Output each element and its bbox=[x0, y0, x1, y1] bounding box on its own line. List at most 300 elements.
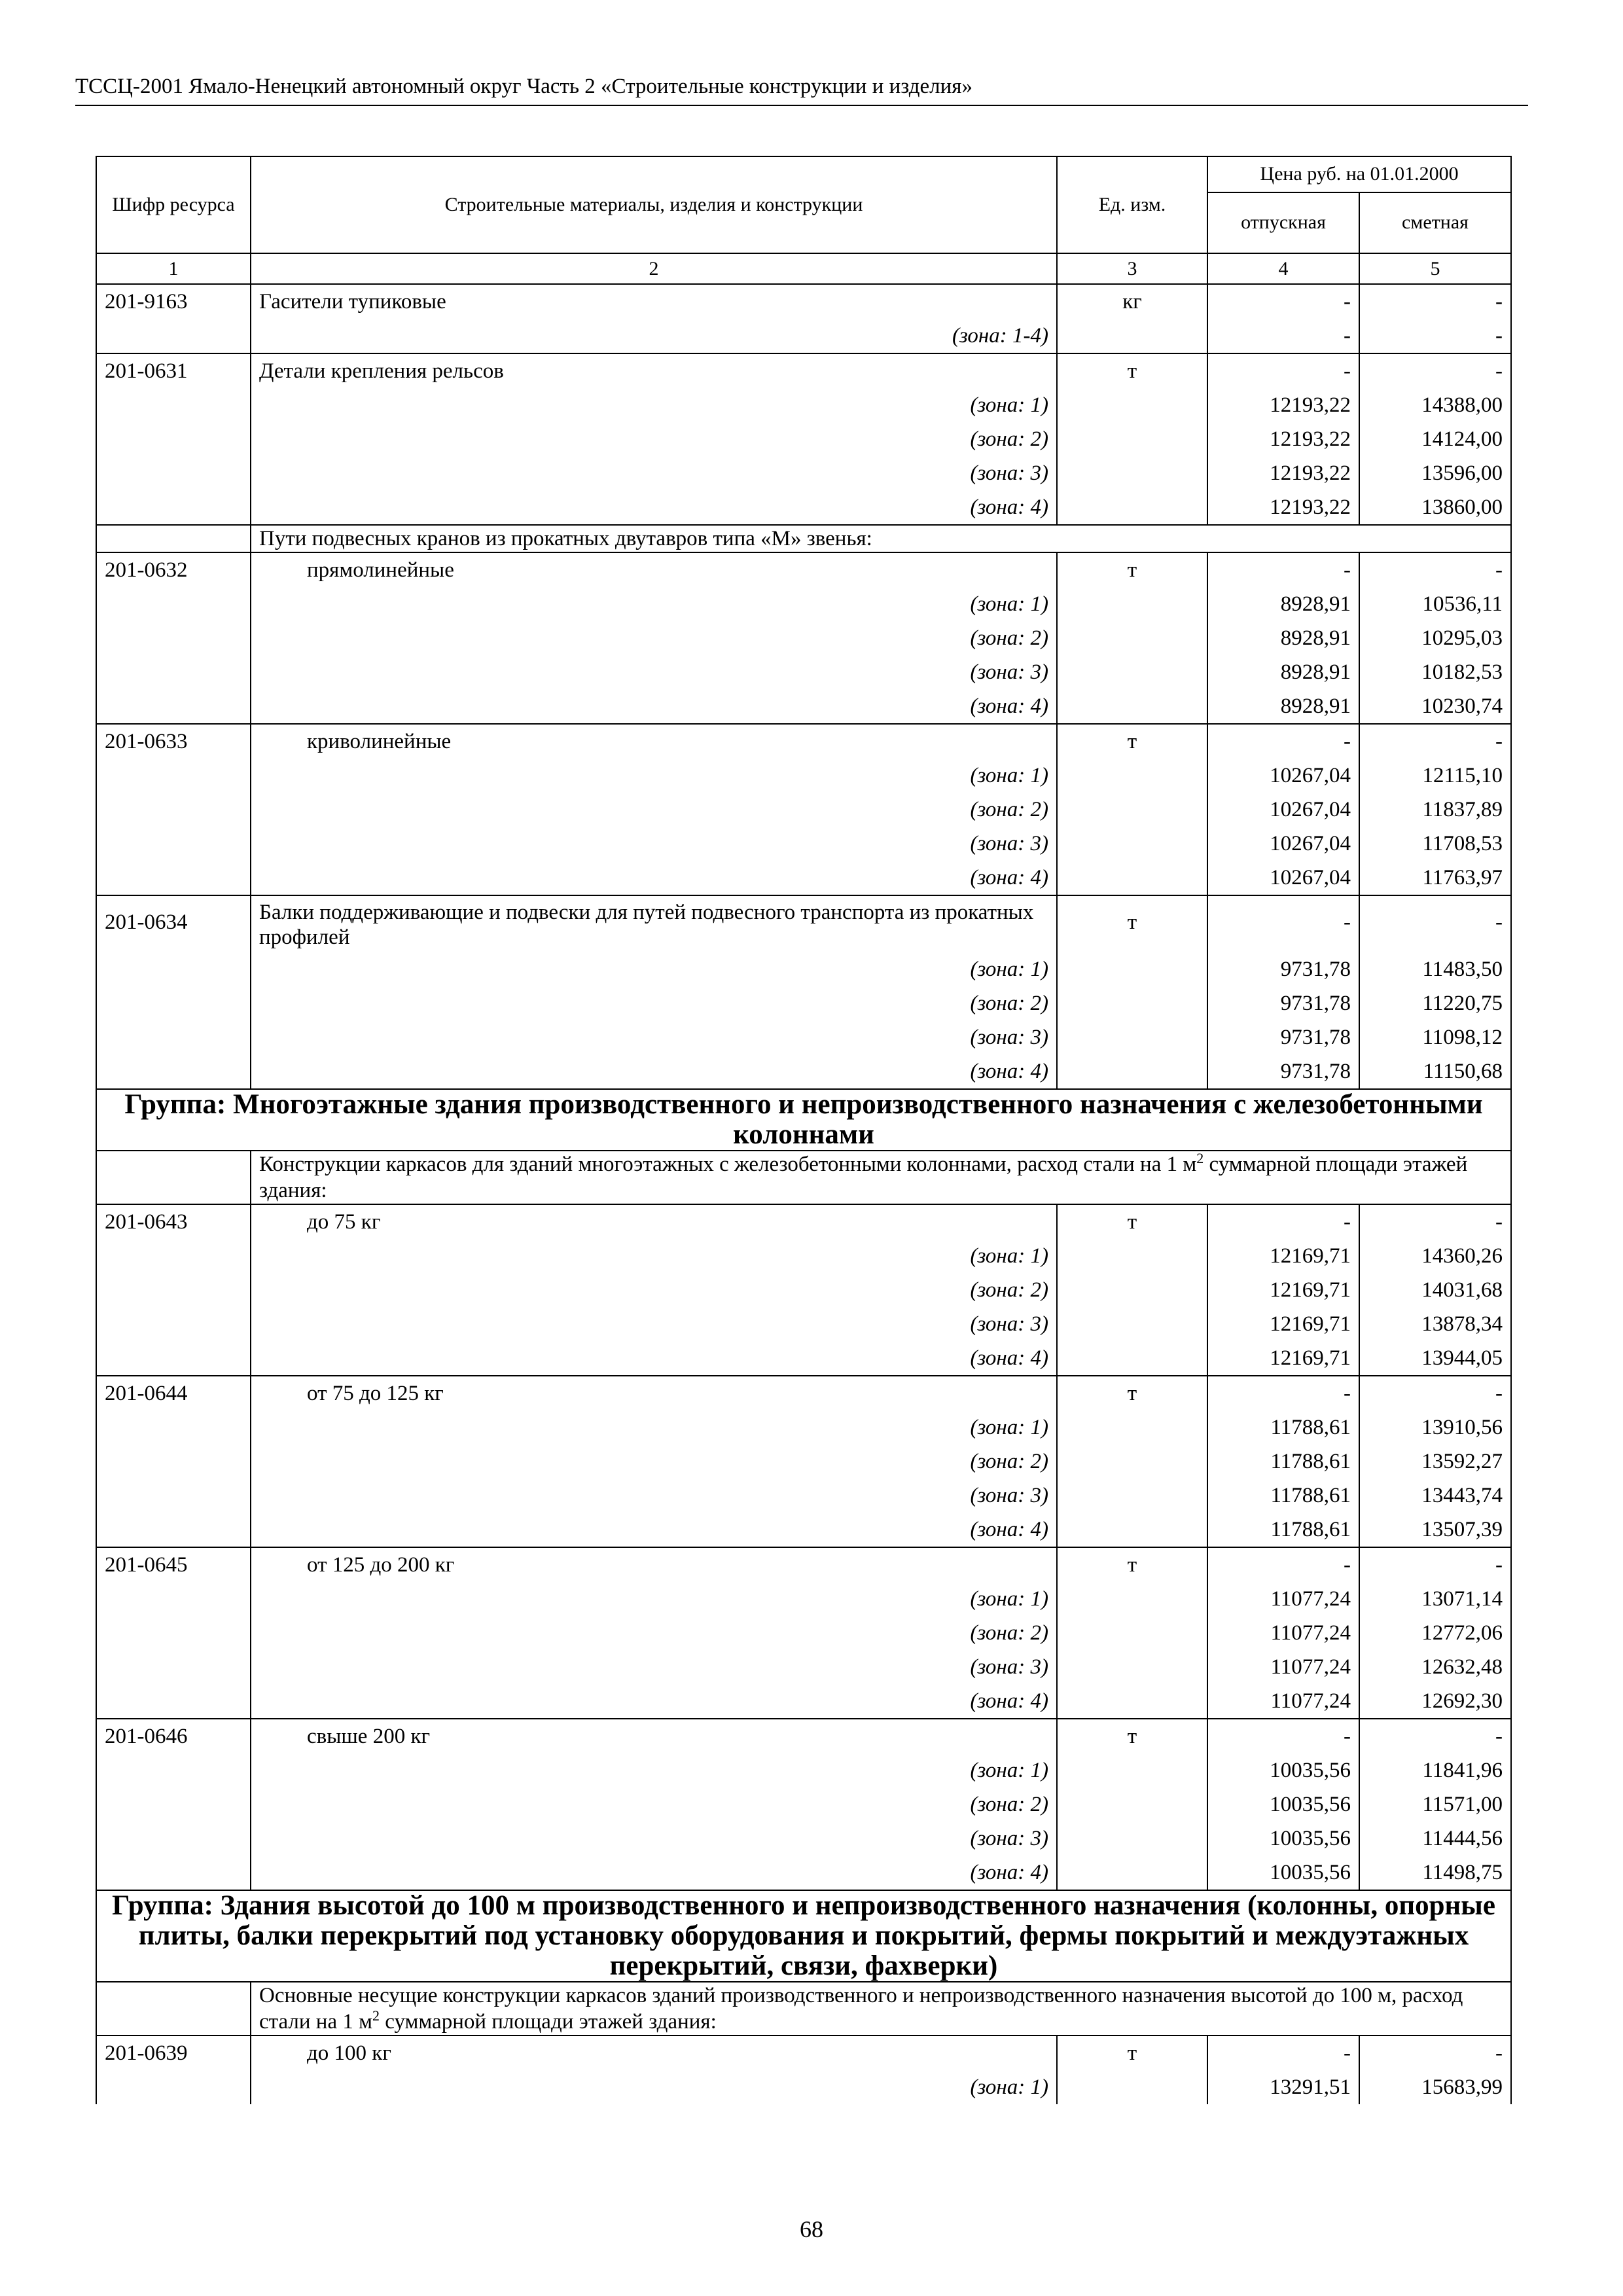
zone-estimate-price: 10536,11 bbox=[1359, 587, 1511, 621]
zone-label: (зона: 3) bbox=[251, 1479, 1057, 1513]
zone-code-cell bbox=[96, 621, 251, 655]
zone-estimate-price: 14124,00 bbox=[1359, 422, 1511, 456]
zone-label: (зона: 1-4) bbox=[251, 319, 1057, 353]
zone-row bbox=[96, 1616, 1511, 1650]
zone-release-price: 12193,22 bbox=[1207, 388, 1359, 422]
zone-code-cell bbox=[96, 1410, 251, 1444]
zone-estimate-price: 13507,39 bbox=[1359, 1513, 1511, 1547]
zone-estimate-price: 12632,48 bbox=[1359, 1650, 1511, 1684]
col-header-name: Строительные материалы, изделия и конструкции bbox=[251, 156, 1057, 253]
table-row bbox=[96, 353, 1511, 388]
zone-release-price: 8928,91 bbox=[1207, 587, 1359, 621]
zone-unit-cell bbox=[1057, 490, 1207, 525]
zone-label: (зона: 2) bbox=[251, 1616, 1057, 1650]
zone-release-price: 11077,24 bbox=[1207, 1684, 1359, 1719]
zone-estimate-price: 11498,75 bbox=[1359, 1856, 1511, 1890]
zone-release-price: 12169,71 bbox=[1207, 1341, 1359, 1376]
zone-estimate-price: 13860,00 bbox=[1359, 490, 1511, 525]
resource-code: 201-0639 bbox=[96, 2036, 251, 2070]
zone-code-cell bbox=[96, 1341, 251, 1376]
zone-estimate-price: 11763,97 bbox=[1359, 861, 1511, 895]
zone-estimate-price: 13910,56 bbox=[1359, 1410, 1511, 1444]
zone-release-price: 10267,04 bbox=[1207, 861, 1359, 895]
zone-row bbox=[96, 1273, 1511, 1307]
zone-unit-cell bbox=[1057, 759, 1207, 793]
zone-unit-cell bbox=[1057, 689, 1207, 724]
unit-cell: т bbox=[1057, 1547, 1207, 1582]
zone-row bbox=[96, 793, 1511, 827]
zone-label: (зона: 3) bbox=[251, 1307, 1057, 1341]
zone-release-price: 12169,71 bbox=[1207, 1239, 1359, 1273]
zone-release-price: 11788,61 bbox=[1207, 1479, 1359, 1513]
zone-row bbox=[96, 861, 1511, 895]
zone-code-cell bbox=[96, 490, 251, 525]
zone-row bbox=[96, 689, 1511, 724]
release-price: - bbox=[1207, 2036, 1359, 2070]
release-price: - bbox=[1207, 1376, 1359, 1410]
resource-code: 201-0633 bbox=[96, 724, 251, 759]
zone-row bbox=[96, 587, 1511, 621]
zone-release-price: 10035,56 bbox=[1207, 1787, 1359, 1821]
zone-label: (зона: 1) bbox=[251, 1410, 1057, 1444]
zone-label: (зона: 3) bbox=[251, 1020, 1057, 1054]
zone-label: (зона: 4) bbox=[251, 689, 1057, 724]
resource-name: до 100 кг bbox=[251, 2036, 1057, 2070]
zone-code-cell bbox=[96, 1054, 251, 1089]
subheading-row bbox=[96, 1982, 1511, 2036]
zone-release-price: 9731,78 bbox=[1207, 1054, 1359, 1089]
zone-estimate-price: 13071,14 bbox=[1359, 1582, 1511, 1616]
zone-row bbox=[96, 456, 1511, 490]
zone-label: (зона: 2) bbox=[251, 621, 1057, 655]
table-row bbox=[96, 284, 1511, 319]
zone-row bbox=[96, 655, 1511, 689]
superscript: 2 bbox=[1196, 1151, 1204, 1166]
zone-estimate-price: 13944,05 bbox=[1359, 1341, 1511, 1376]
subheading-main: Конструкции каркасов для зданий многоэтажных с железобетонными колоннами, расход стали на 1 м bbox=[259, 1153, 1197, 1176]
zone-label: (зона: 2) bbox=[251, 986, 1057, 1020]
zone-row bbox=[96, 1479, 1511, 1513]
zone-unit-cell bbox=[1057, 793, 1207, 827]
estimate-price: - bbox=[1359, 1719, 1511, 1753]
unit-cell: т bbox=[1057, 2036, 1207, 2070]
subheading-row bbox=[96, 525, 1511, 552]
zone-row bbox=[96, 1856, 1511, 1890]
zone-row bbox=[96, 1513, 1511, 1547]
table-row bbox=[96, 552, 1511, 587]
subheading-text bbox=[251, 1151, 1511, 1204]
zone-code-cell bbox=[96, 1753, 251, 1787]
zone-row bbox=[96, 1684, 1511, 1719]
estimate-price: - bbox=[1359, 1376, 1511, 1410]
zone-row bbox=[96, 827, 1511, 861]
zone-row bbox=[96, 621, 1511, 655]
zone-estimate-price: 10182,53 bbox=[1359, 655, 1511, 689]
estimate-price: - bbox=[1359, 552, 1511, 587]
zone-estimate-price: 15683,99 bbox=[1359, 2070, 1511, 2104]
zone-row bbox=[96, 1444, 1511, 1479]
zone-release-price: 8928,91 bbox=[1207, 621, 1359, 655]
zone-estimate-price: 14031,68 bbox=[1359, 1273, 1511, 1307]
zone-code-cell bbox=[96, 1787, 251, 1821]
zone-estimate-price: 14360,26 bbox=[1359, 1239, 1511, 1273]
resource-name: Балки поддерживающие и подвески для путей подвесного транспорта из прокатных профилей bbox=[251, 895, 1057, 952]
table-row bbox=[96, 1547, 1511, 1582]
zone-unit-cell bbox=[1057, 1821, 1207, 1856]
zone-release-price: 12169,71 bbox=[1207, 1273, 1359, 1307]
resource-code: 201-0631 bbox=[96, 353, 251, 388]
zone-release-price: 11788,61 bbox=[1207, 1513, 1359, 1547]
zone-unit-cell bbox=[1057, 456, 1207, 490]
zone-unit-cell bbox=[1057, 1684, 1207, 1719]
zone-unit-cell bbox=[1057, 1513, 1207, 1547]
resource-code: 201-0645 bbox=[96, 1547, 251, 1582]
zone-estimate-price: 13592,27 bbox=[1359, 1444, 1511, 1479]
col-header-estimate: сметная bbox=[1359, 192, 1511, 253]
zone-code-cell bbox=[96, 1821, 251, 1856]
zone-release-price: 11788,61 bbox=[1207, 1410, 1359, 1444]
resource-name: Детали крепления рельсов bbox=[251, 353, 1057, 388]
zone-unit-cell bbox=[1057, 1239, 1207, 1273]
zone-code-cell bbox=[96, 319, 251, 353]
superscript: 2 bbox=[372, 2007, 380, 2024]
unit-cell: кг bbox=[1057, 284, 1207, 319]
zone-row bbox=[96, 319, 1511, 353]
zone-label: (зона: 2) bbox=[251, 1273, 1057, 1307]
zone-code-cell bbox=[96, 422, 251, 456]
release-price: - bbox=[1207, 353, 1359, 388]
zone-release-price: 10035,56 bbox=[1207, 1753, 1359, 1787]
zone-unit-cell bbox=[1057, 319, 1207, 353]
table-row bbox=[96, 895, 1511, 952]
zone-row bbox=[96, 1020, 1511, 1054]
zone-release-price: 12193,22 bbox=[1207, 422, 1359, 456]
zone-row bbox=[96, 952, 1511, 986]
table-row bbox=[96, 1376, 1511, 1410]
zone-code-cell bbox=[96, 1307, 251, 1341]
col-num-2: 2 bbox=[251, 253, 1057, 284]
zone-label: (зона: 4) bbox=[251, 861, 1057, 895]
col-header-code: Шифр ресурса bbox=[96, 156, 251, 253]
zone-unit-cell bbox=[1057, 388, 1207, 422]
zone-release-price: 11077,24 bbox=[1207, 1582, 1359, 1616]
zone-estimate-price: 10295,03 bbox=[1359, 621, 1511, 655]
zone-estimate-price: 13596,00 bbox=[1359, 456, 1511, 490]
subheading-row bbox=[96, 1151, 1511, 1204]
zone-unit-cell bbox=[1057, 1787, 1207, 1821]
resource-name: от 75 до 125 кг bbox=[251, 1376, 1057, 1410]
zone-label: (зона: 3) bbox=[251, 456, 1057, 490]
release-price: - bbox=[1207, 1204, 1359, 1239]
unit-cell: т bbox=[1057, 1719, 1207, 1753]
zone-estimate-price: 11837,89 bbox=[1359, 793, 1511, 827]
subheading-code-cell bbox=[96, 1151, 251, 1204]
zone-label: (зона: 1) bbox=[251, 2070, 1057, 2104]
zone-code-cell bbox=[96, 388, 251, 422]
zone-release-price: 11788,61 bbox=[1207, 1444, 1359, 1479]
subheading-code-cell bbox=[96, 525, 251, 552]
zone-row bbox=[96, 1239, 1511, 1273]
zone-label: (зона: 3) bbox=[251, 655, 1057, 689]
subheading-text bbox=[251, 525, 1511, 552]
zone-row bbox=[96, 388, 1511, 422]
zone-label: (зона: 1) bbox=[251, 952, 1057, 986]
zone-label: (зона: 3) bbox=[251, 1650, 1057, 1684]
zone-code-cell bbox=[96, 952, 251, 986]
zone-label: (зона: 1) bbox=[251, 1239, 1057, 1273]
zone-code-cell bbox=[96, 1650, 251, 1684]
zone-release-price: 12193,22 bbox=[1207, 490, 1359, 525]
column-number-row bbox=[96, 253, 1511, 284]
zone-unit-cell bbox=[1057, 861, 1207, 895]
subheading-main: Основные несущие конструкции каркасов зданий производственного и непроизводственного назначения высотой до 100 м, расход стали на 1 м bbox=[259, 1984, 1463, 2034]
table-row bbox=[96, 2036, 1511, 2070]
col-header-release: отпускная bbox=[1207, 192, 1359, 253]
zone-code-cell bbox=[96, 456, 251, 490]
zone-label: (зона: 3) bbox=[251, 1821, 1057, 1856]
zone-unit-cell bbox=[1057, 1444, 1207, 1479]
subheading-tail: суммарной площади этажей здания: bbox=[259, 1153, 1468, 1202]
group-heading: Группа: Многоэтажные здания производственного и непроизводственного назначения с железобетонными колоннами bbox=[96, 1089, 1511, 1151]
zone-label: (зона: 4) bbox=[251, 1341, 1057, 1376]
zone-row bbox=[96, 1582, 1511, 1616]
estimate-price: - bbox=[1359, 284, 1511, 319]
zone-row bbox=[96, 1054, 1511, 1089]
subheading-tail: суммарной площади этажей здания: bbox=[379, 2010, 717, 2034]
unit-cell: т bbox=[1057, 1204, 1207, 1239]
resource-name: прямолинейные bbox=[251, 552, 1057, 587]
zone-code-cell bbox=[96, 1479, 251, 1513]
zone-row bbox=[96, 2070, 1511, 2104]
zone-release-price: 10035,56 bbox=[1207, 1856, 1359, 1890]
unit-cell: т bbox=[1057, 724, 1207, 759]
release-price: - bbox=[1207, 552, 1359, 587]
zone-unit-cell bbox=[1057, 827, 1207, 861]
col-num-4: 4 bbox=[1207, 253, 1359, 284]
zone-code-cell bbox=[96, 1513, 251, 1547]
zone-estimate-price: 12772,06 bbox=[1359, 1616, 1511, 1650]
zone-code-cell bbox=[96, 1616, 251, 1650]
zone-unit-cell bbox=[1057, 1054, 1207, 1089]
table-row bbox=[96, 1719, 1511, 1753]
subheading-code-cell bbox=[96, 1982, 251, 2036]
zone-label: (зона: 4) bbox=[251, 1856, 1057, 1890]
zone-release-price: - bbox=[1207, 319, 1359, 353]
unit-cell: т bbox=[1057, 353, 1207, 388]
zone-label: (зона: 2) bbox=[251, 1787, 1057, 1821]
resource-code: 201-0643 bbox=[96, 1204, 251, 1239]
zone-estimate-price: 12692,30 bbox=[1359, 1684, 1511, 1719]
table-header-row bbox=[96, 156, 1511, 192]
release-price: - bbox=[1207, 724, 1359, 759]
resource-name: свыше 200 кг bbox=[251, 1719, 1057, 1753]
resource-code: 201-9163 bbox=[96, 284, 251, 319]
zone-estimate-price: 12115,10 bbox=[1359, 759, 1511, 793]
zone-code-cell bbox=[96, 986, 251, 1020]
zone-release-price: 13291,51 bbox=[1207, 2070, 1359, 2104]
zone-unit-cell bbox=[1057, 1616, 1207, 1650]
release-price: - bbox=[1207, 1547, 1359, 1582]
zone-row bbox=[96, 1341, 1511, 1376]
zone-row bbox=[96, 1307, 1511, 1341]
zone-release-price: 11077,24 bbox=[1207, 1616, 1359, 1650]
zone-estimate-price: 11708,53 bbox=[1359, 827, 1511, 861]
page-header: ТССЦ-2001 Ямало-Ненецкий автономный округ Часть 2 «Строительные конструкции и изделия» bbox=[75, 75, 972, 98]
estimate-price: - bbox=[1359, 1547, 1511, 1582]
zone-unit-cell bbox=[1057, 1410, 1207, 1444]
col-num-5: 5 bbox=[1359, 253, 1511, 284]
estimate-price: - bbox=[1359, 353, 1511, 388]
unit-cell: т bbox=[1057, 1376, 1207, 1410]
zone-release-price: 12169,71 bbox=[1207, 1307, 1359, 1341]
zone-estimate-price: 11571,00 bbox=[1359, 1787, 1511, 1821]
resource-code: 201-0646 bbox=[96, 1719, 251, 1753]
zone-unit-cell bbox=[1057, 1020, 1207, 1054]
zone-code-cell bbox=[96, 793, 251, 827]
page-number: 68 bbox=[800, 2216, 823, 2242]
resource-code: 201-0632 bbox=[96, 552, 251, 587]
zone-row bbox=[96, 986, 1511, 1020]
zone-label: (зона: 4) bbox=[251, 1684, 1057, 1719]
zone-code-cell bbox=[96, 759, 251, 793]
zone-unit-cell bbox=[1057, 986, 1207, 1020]
zone-code-cell bbox=[96, 1444, 251, 1479]
zone-estimate-price: 11098,12 bbox=[1359, 1020, 1511, 1054]
zone-release-price: 9731,78 bbox=[1207, 986, 1359, 1020]
zone-code-cell bbox=[96, 1582, 251, 1616]
zone-row bbox=[96, 1650, 1511, 1684]
zone-release-price: 8928,91 bbox=[1207, 689, 1359, 724]
release-price: - bbox=[1207, 1719, 1359, 1753]
zone-label: (зона: 1) bbox=[251, 1582, 1057, 1616]
unit-cell: т bbox=[1057, 895, 1207, 952]
zone-unit-cell bbox=[1057, 1479, 1207, 1513]
estimate-price: - bbox=[1359, 724, 1511, 759]
col-num-1: 1 bbox=[96, 253, 251, 284]
zone-row bbox=[96, 1787, 1511, 1821]
zone-row bbox=[96, 759, 1511, 793]
zone-estimate-price: 11444,56 bbox=[1359, 1821, 1511, 1856]
release-price: - bbox=[1207, 895, 1359, 952]
zone-label: (зона: 2) bbox=[251, 422, 1057, 456]
header-rule bbox=[75, 105, 1528, 106]
table-body bbox=[96, 284, 1511, 2104]
zone-estimate-price: 11150,68 bbox=[1359, 1054, 1511, 1089]
zone-label: (зона: 4) bbox=[251, 1054, 1057, 1089]
resource-code: 201-0634 bbox=[96, 895, 251, 952]
zone-label: (зона: 1) bbox=[251, 587, 1057, 621]
zone-code-cell bbox=[96, 1856, 251, 1890]
zone-label: (зона: 2) bbox=[251, 1444, 1057, 1479]
zone-release-price: 9731,78 bbox=[1207, 1020, 1359, 1054]
zone-unit-cell bbox=[1057, 655, 1207, 689]
zone-row bbox=[96, 490, 1511, 525]
estimate-price: - bbox=[1359, 895, 1511, 952]
zone-estimate-price: 14388,00 bbox=[1359, 388, 1511, 422]
zone-code-cell bbox=[96, 655, 251, 689]
zone-release-price: 9731,78 bbox=[1207, 952, 1359, 986]
zone-release-price: 8928,91 bbox=[1207, 655, 1359, 689]
zone-code-cell bbox=[96, 861, 251, 895]
group-heading: Группа: Здания высотой до 100 м производственного и непроизводственного назначения (колонны, опорные плиты, балки перекрытий под установку оборудования и покрытий, фермы покрытий и междуэтажных перекрытий, связи, фахверки) bbox=[96, 1890, 1511, 1982]
zone-unit-cell bbox=[1057, 1307, 1207, 1341]
zone-label: (зона: 1) bbox=[251, 759, 1057, 793]
zone-code-cell bbox=[96, 689, 251, 724]
zone-unit-cell bbox=[1057, 1582, 1207, 1616]
zone-estimate-price: 11220,75 bbox=[1359, 986, 1511, 1020]
zone-unit-cell bbox=[1057, 1341, 1207, 1376]
zone-estimate-price: 13878,34 bbox=[1359, 1307, 1511, 1341]
zone-label: (зона: 1) bbox=[251, 388, 1057, 422]
zone-estimate-price: 10230,74 bbox=[1359, 689, 1511, 724]
zone-estimate-price: 11841,96 bbox=[1359, 1753, 1511, 1787]
zone-release-price: 10267,04 bbox=[1207, 793, 1359, 827]
zone-unit-cell bbox=[1057, 2070, 1207, 2104]
zone-estimate-price: 11483,50 bbox=[1359, 952, 1511, 986]
zone-label: (зона: 4) bbox=[251, 490, 1057, 525]
group-heading-row bbox=[96, 1089, 1511, 1151]
group-heading-row bbox=[96, 1890, 1511, 1982]
resource-name: до 75 кг bbox=[251, 1204, 1057, 1239]
zone-code-cell bbox=[96, 2070, 251, 2104]
zone-release-price: 10267,04 bbox=[1207, 827, 1359, 861]
zone-release-price: 11077,24 bbox=[1207, 1650, 1359, 1684]
zone-label: (зона: 2) bbox=[251, 793, 1057, 827]
zone-unit-cell bbox=[1057, 621, 1207, 655]
table-row bbox=[96, 1204, 1511, 1239]
zone-code-cell bbox=[96, 587, 251, 621]
zone-estimate-price: - bbox=[1359, 319, 1511, 353]
zone-unit-cell bbox=[1057, 1753, 1207, 1787]
zone-unit-cell bbox=[1057, 1273, 1207, 1307]
zone-row bbox=[96, 1410, 1511, 1444]
estimate-price: - bbox=[1359, 1204, 1511, 1239]
zone-unit-cell bbox=[1057, 1650, 1207, 1684]
subheading-main: Пути подвесных кранов из прокатных двутавров типа «М» звенья: bbox=[259, 527, 872, 550]
zone-unit-cell bbox=[1057, 587, 1207, 621]
zone-release-price: 12193,22 bbox=[1207, 456, 1359, 490]
table-row bbox=[96, 724, 1511, 759]
price-table bbox=[96, 156, 1512, 2104]
resource-name: от 125 до 200 кг bbox=[251, 1547, 1057, 1582]
zone-unit-cell bbox=[1057, 952, 1207, 986]
zone-code-cell bbox=[96, 1020, 251, 1054]
col-num-3: 3 bbox=[1057, 253, 1207, 284]
resource-code: 201-0644 bbox=[96, 1376, 251, 1410]
col-header-price-group: Цена руб. на 01.01.2000 bbox=[1207, 156, 1511, 192]
subheading-text bbox=[251, 1982, 1511, 2036]
zone-release-price: 10035,56 bbox=[1207, 1821, 1359, 1856]
zone-estimate-price: 13443,74 bbox=[1359, 1479, 1511, 1513]
zone-code-cell bbox=[96, 1273, 251, 1307]
estimate-price: - bbox=[1359, 2036, 1511, 2070]
zone-label: (зона: 4) bbox=[251, 1513, 1057, 1547]
unit-cell: т bbox=[1057, 552, 1207, 587]
release-price: - bbox=[1207, 284, 1359, 319]
zone-unit-cell bbox=[1057, 1856, 1207, 1890]
zone-release-price: 10267,04 bbox=[1207, 759, 1359, 793]
zone-code-cell bbox=[96, 827, 251, 861]
zone-code-cell bbox=[96, 1684, 251, 1719]
resource-name: Гасители тупиковые bbox=[251, 284, 1057, 319]
resource-name: криволинейные bbox=[251, 724, 1057, 759]
zone-row bbox=[96, 1753, 1511, 1787]
zone-label: (зона: 1) bbox=[251, 1753, 1057, 1787]
zone-unit-cell bbox=[1057, 422, 1207, 456]
zone-code-cell bbox=[96, 1239, 251, 1273]
col-header-unit: Ед. изм. bbox=[1057, 156, 1207, 253]
zone-row bbox=[96, 422, 1511, 456]
